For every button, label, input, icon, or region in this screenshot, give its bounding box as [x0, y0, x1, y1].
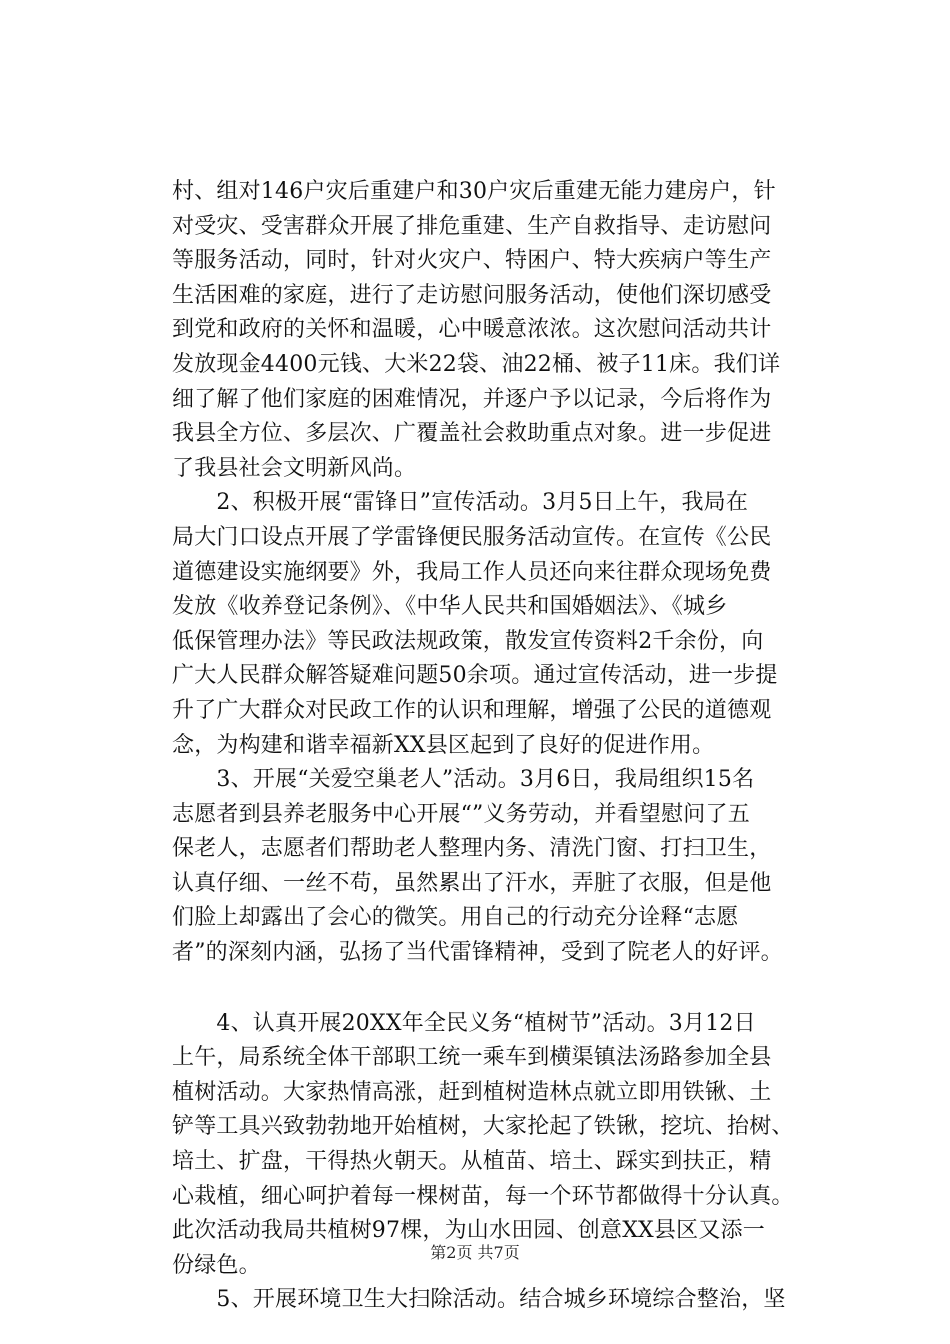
paragraph-start-line: 3、开展“关爱空巢老人”活动。3月6日，我局组织15名 — [172, 767, 755, 793]
document-body — [172, 175, 862, 1318]
paragraph-gap — [172, 971, 862, 1007]
text-line: 发放现金4400元钱、大米22袋、油22桶、被子11床。我们详 — [172, 351, 781, 377]
paragraph-start-line: 5、开展环境卫生大扫除活动。结合城乡环境综合整治，坚 — [172, 1287, 786, 1313]
text-line: 此次活动我局共植树97棵，为山水田园、创意XX县区又添一 — [172, 1218, 765, 1244]
text-line: 局大门口设点开展了学雷锋便民服务活动宣传。在宣传《公民 — [172, 524, 772, 550]
text-line: 植树活动。大家热情高涨，赶到植树造林点就立即用铁锹、土 — [172, 1079, 772, 1105]
text-line: 保老人，志愿者们帮助老人整理内务、清洗门窗、打扫卫生， — [172, 836, 772, 862]
text-line: 认真仔细、一丝不苟，虽然累出了汗水，弄脏了衣服，但是他 — [172, 870, 772, 896]
text-line: 我县全方位、多层次、广覆盖社会救助重点对象。进一步促进 — [172, 421, 772, 447]
page-number-footer: 第2页 共7页 — [430, 1243, 520, 1262]
text-line: 志愿者到县养老服务中心开展“”义务劳动，并看望慰问了五 — [172, 801, 750, 827]
text-line: 者”的深刻内涵，弘扬了当代雷锋精神，受到了院老人的好评。 — [172, 940, 783, 966]
text-line: 等服务活动，同时，针对火灾户、特困户、特大疾病户等生产 — [172, 248, 772, 274]
text-line: 村、组对146户灾后重建户和30户灾后重建无能力建房户，针 — [172, 179, 776, 204]
text-line: 细了解了他们家庭的困难情况，并逐户予以记录，今后将作为 — [172, 386, 772, 412]
paragraph-start-line: 4、认真开展20XX年全民义务“植树节”活动。3月12日 — [172, 1010, 756, 1036]
text-line: 道德建设实施纲要》外，我局工作人员还向来往群众现场免费 — [172, 559, 772, 585]
text-line: 们脸上却露出了会心的微笑。用自己的行动充分诠释“志愿 — [172, 905, 739, 931]
text-line: 心栽植，细心呵护着每一棵树苗，每一个环节都做得十分认真。 — [172, 1183, 794, 1209]
text-line: 升了广大群众对民政工作的认识和理解，增强了公民的道德观 — [172, 697, 772, 723]
text-line: 对受灾、受害群众开展了排危重建、生产自救指导、走访慰问 — [172, 213, 772, 239]
text-line: 到党和政府的关怀和温暖，心中暖意浓浓。这次慰问活动共计 — [172, 317, 772, 343]
text-line: 上午，局系统全体干部职工统一乘车到横渠镇法汤路参加全县 — [172, 1045, 772, 1071]
text-line: 广大人民群众解答疑难问题50余项。通过宣传活动，进一步提 — [172, 663, 778, 689]
text-line: 发放《收养登记条例》、《中华人民共和国婚姻法》、《城乡 — [172, 594, 728, 620]
text-line: 份绿色。 — [172, 1252, 261, 1278]
text-line: 念，为构建和谐幸福新XX县区起到了良好的促进作用。 — [172, 732, 715, 758]
text-line: 铲等工具兴致勃勃地开始植树，大家抡起了铁锹，挖坑、抬树、 — [172, 1114, 794, 1140]
text-line: 生活困难的家庭，进行了走访慰问服务活动，使他们深切感受 — [172, 282, 772, 308]
paragraph-start-line: 2、积极开展“雷锋日”宣传活动。3月5日上午，我局在 — [172, 490, 749, 516]
text-line: 低保管理办法》等民政法规政策，散发宣传资料2千余份，向 — [172, 628, 764, 654]
text-line: 了我县社会文明新风尚。 — [172, 455, 417, 481]
text-line: 培土、扩盘，干得热火朝天。从植苗、培土、踩实到扶正，精 — [172, 1149, 772, 1175]
